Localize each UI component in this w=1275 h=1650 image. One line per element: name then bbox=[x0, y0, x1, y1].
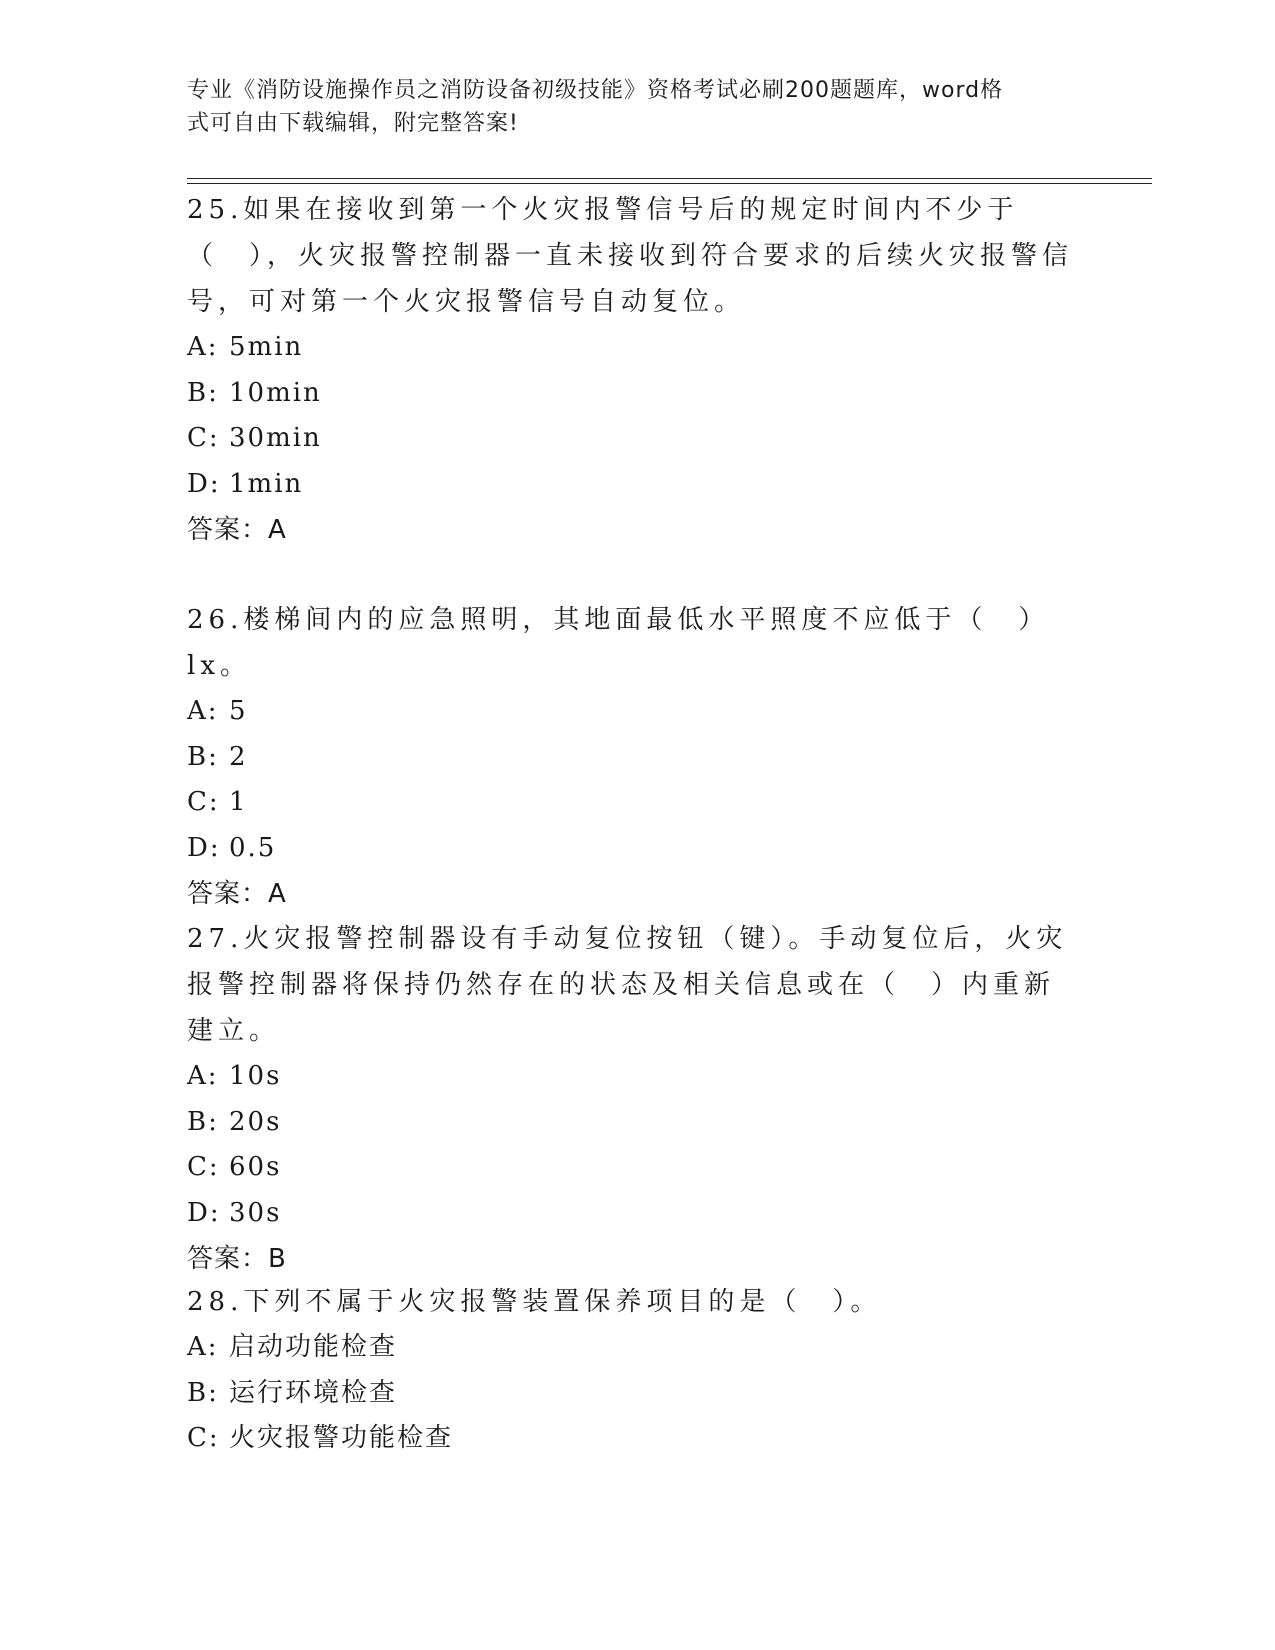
answer-line: 答案：A bbox=[187, 515, 287, 545]
option-d bbox=[187, 826, 1077, 872]
option-c bbox=[187, 1416, 1077, 1462]
question-stem: 27.火灾报警控制器设有手动复位按钮（键）。手动复位后，火灾报警控制器将保持仍然存在的状态及相关信息或在（ ）内重新建立。 bbox=[187, 924, 1068, 1046]
answer-line: 答案：B bbox=[187, 1244, 287, 1274]
header-divider-top bbox=[187, 178, 1152, 179]
option-text: 0.5 bbox=[229, 832, 277, 863]
option-text: 5min bbox=[229, 332, 304, 362]
header-line-1: 专业《消防设施操作员之消防设备初级技能》资格考试必刷200题题库，word格 bbox=[187, 78, 1004, 103]
option-a bbox=[187, 1325, 1077, 1371]
option-key: D: bbox=[187, 1197, 221, 1228]
document-header bbox=[187, 74, 1067, 140]
option-text: 1 bbox=[229, 787, 248, 817]
option-d bbox=[187, 1191, 1077, 1237]
question-stem: 25.如果在接收到第一个火灾报警信号后的规定时间内不少于（ ），火灾报警控制器一直未接收到符合要求的后续火灾报警信号，可对第一个火灾报警信号自动复位。 bbox=[187, 195, 1074, 317]
option-key: B: bbox=[187, 741, 219, 772]
option-key: C: bbox=[187, 423, 220, 453]
option-text: 30min bbox=[229, 423, 322, 453]
option-key: A: bbox=[187, 696, 219, 726]
option-text: 5 bbox=[229, 696, 248, 726]
question-25 bbox=[187, 187, 1077, 553]
option-key: B: bbox=[187, 1106, 219, 1137]
option-a bbox=[187, 325, 1077, 371]
option-key: C: bbox=[187, 1423, 220, 1453]
option-c bbox=[187, 1145, 1077, 1191]
option-text: 启动功能检查 bbox=[229, 1332, 398, 1362]
question-26 bbox=[187, 597, 1077, 917]
option-text: 60s bbox=[229, 1152, 282, 1182]
option-b bbox=[187, 1100, 1077, 1146]
option-key: D: bbox=[187, 832, 221, 863]
option-key: B: bbox=[187, 377, 219, 408]
option-b bbox=[187, 371, 1077, 417]
option-key: C: bbox=[187, 787, 220, 817]
question-28 bbox=[187, 1279, 1077, 1462]
option-text: 10min bbox=[229, 377, 322, 408]
option-key: C: bbox=[187, 1152, 220, 1182]
option-key: A: bbox=[187, 1061, 219, 1091]
option-c bbox=[187, 416, 1077, 462]
header-line-2: 式可自由下载编辑，附完整答案! bbox=[187, 111, 519, 136]
option-text: 10s bbox=[229, 1061, 282, 1091]
option-text: 1min bbox=[229, 468, 304, 499]
option-b bbox=[187, 1371, 1077, 1417]
option-text: 运行环境检查 bbox=[229, 1377, 398, 1408]
option-b bbox=[187, 735, 1077, 781]
option-text: 2 bbox=[229, 741, 248, 772]
option-d bbox=[187, 462, 1077, 508]
question-27 bbox=[187, 916, 1077, 1282]
option-c bbox=[187, 780, 1077, 826]
answer-line: 答案：A bbox=[187, 879, 287, 909]
question-stem: 26.楼梯间内的应急照明，其地面最低水平照度不应低于（ ）lx。 bbox=[187, 605, 1050, 681]
option-key: B: bbox=[187, 1377, 219, 1408]
option-key: D: bbox=[187, 468, 221, 499]
option-text: 30s bbox=[229, 1197, 282, 1228]
option-key: A: bbox=[187, 332, 219, 362]
option-key: A: bbox=[187, 1332, 219, 1362]
option-text: 火灾报警功能检查 bbox=[229, 1423, 454, 1453]
header-divider-bottom bbox=[187, 183, 1152, 184]
option-a bbox=[187, 689, 1077, 735]
question-stem: 28.下列不属于火灾报警装置保养项目的是（ ）。 bbox=[187, 1287, 882, 1317]
option-text: 20s bbox=[229, 1106, 282, 1137]
option-a bbox=[187, 1054, 1077, 1100]
